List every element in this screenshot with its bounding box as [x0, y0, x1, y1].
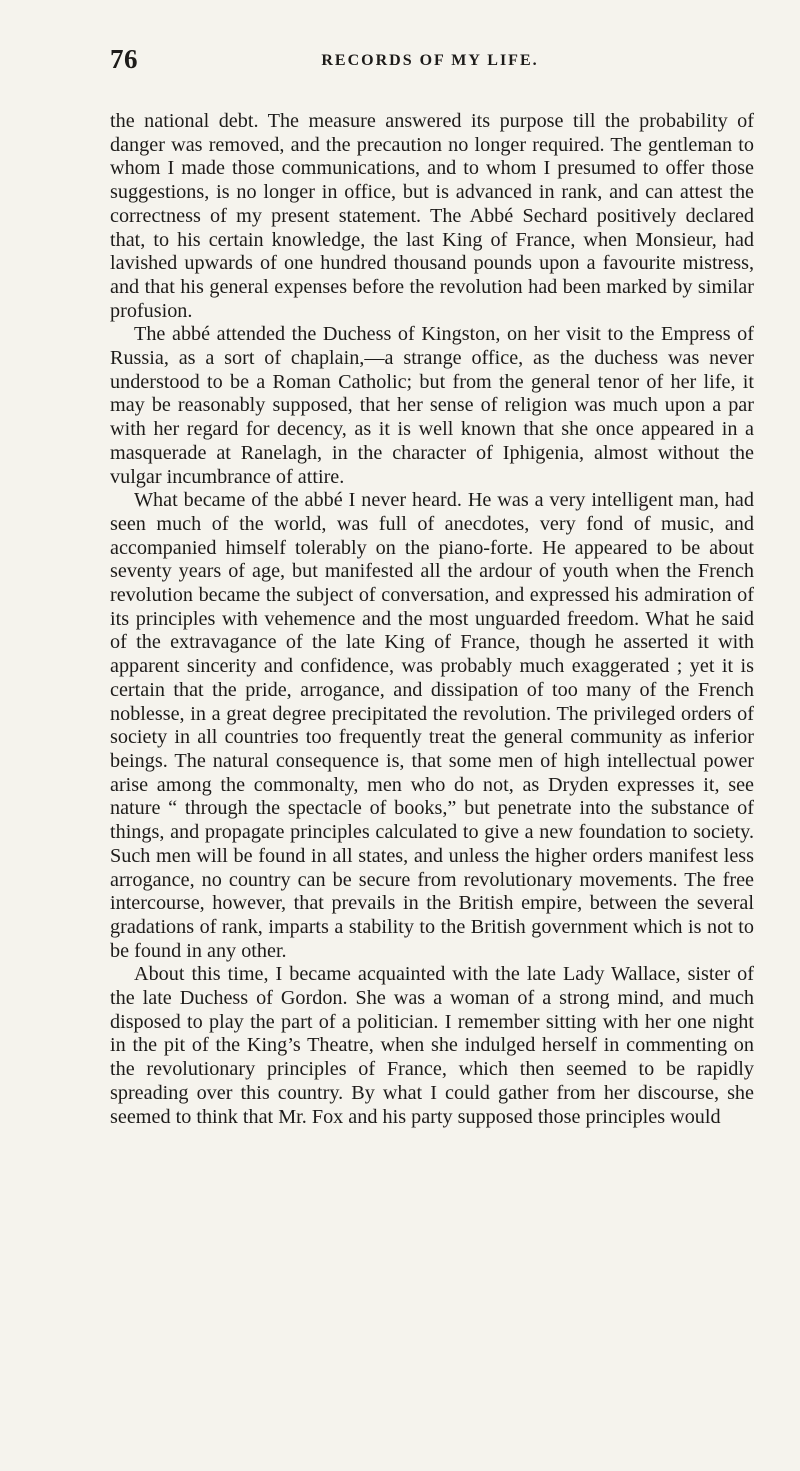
running-title: RECORDS OF MY LIFE. — [321, 52, 539, 69]
page-number: 76 — [110, 44, 138, 74]
paragraph: What became of the abbé I never heard. He was a very intelligent man, had seen much of the world, was full of anecdotes, very fond of music, and accompanied himself tolerably on the piano-forte. He appeared to be about seventy years of age, but manifested all the ardour of youth when the French revolution became the subject of conversation, and expressed his admiration of its principles with vehemence and the most unguarded freedom. What he said of the extravagance of the late King of France, though he asserted it with apparent sincerity and confidence, was probably much exaggerated ; yet it is certain that the pride, arrogance, and dissipation of too many of the French noblesse, in a great degree precipitated the revolution. The privileged orders of society in all countries too frequently treat the general community as inferior beings. The natural consequence is, that some men of high intellectual power arise among the commonalty, men who do not, as Dryden expresses it, see nature “ through the spectacle of books,” but penetrate into the substance of things, and propagate principles calculated to give a new foundation to society. Such men will be found in all states, and unless the higher orders manifest less arrogance, no country can be secure from revolutionary movements. The free intercourse, however, that prevails in the British empire, between the several gradations of rank, imparts a stability to the British government which is not to be found in any other. — [110, 489, 754, 962]
paragraph: About this time, I became acquainted with the late Lady Wallace, sister of the late Duchess of Gordon. She was a woman of a strong mind, and much disposed to play the part of a politician. I remember sitting with her one night in the pit of the King’s Theatre, when she indulged herself in commenting on the revolutionary principles of France, which then seemed to be rapidly spreading over this country. By what I could gather from her discourse, she seemed to think that Mr. Fox and his party supposed those principles would — [110, 963, 754, 1128]
body-text — [110, 110, 754, 1129]
page-header — [110, 44, 750, 84]
paragraph: The abbé attended the Duchess of Kingston, on her visit to the Empress of Russia, as a sort of chaplain,—a strange office, as the duchess was never understood to be a Roman Catholic; but from the general tenor of her life, it may be reasonably supposed, that her sense of religion was much upon a par with her regard for decency, as it is well known that she once appeared in a masquerade at Ranelagh, in the character of Iphigenia, almost without the vulgar incumbrance of attire. — [110, 323, 754, 488]
paragraph: the national debt. The measure answered its purpose till the probability of danger was removed, and the precaution no longer required. The gentleman to whom I made those communications, and to whom I presumed to offer those suggestions, is no longer in office, but is advanced in rank, and can attest the correctness of my present statement. The Abbé Sechard positively declared that, to his certain knowledge, the last King of France, when Monsieur, had lavished upwards of one hundred thousand pounds upon a favourite mistress, and that his general expenses before the revolution had been marked by similar profusion. — [110, 110, 754, 322]
